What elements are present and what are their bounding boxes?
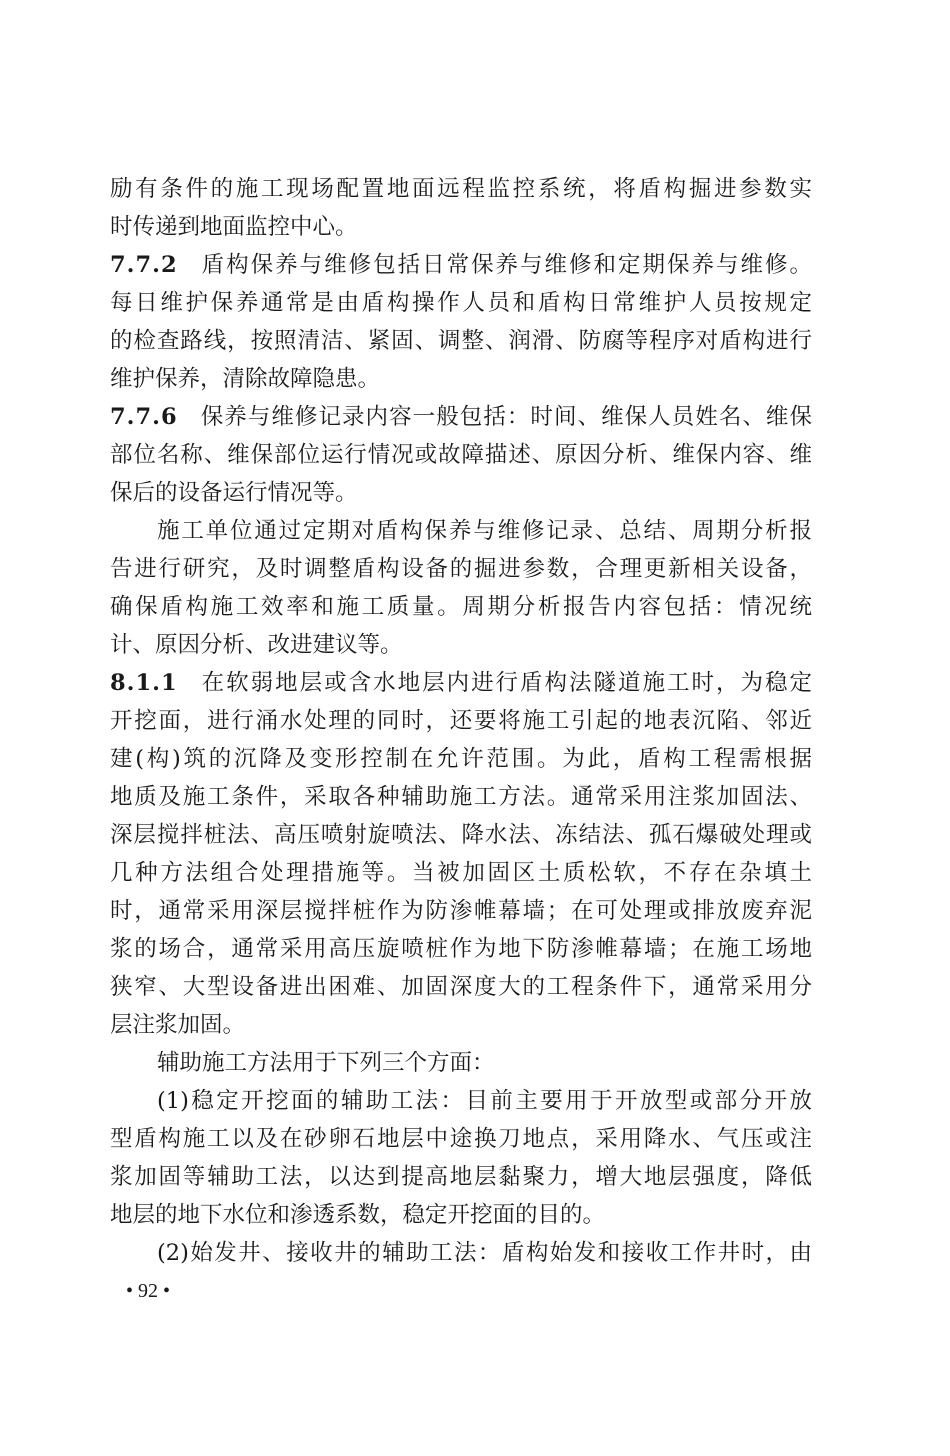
text-line: 确保盾构施工效率和施工质量。周期分析报告内容包括：情况统 (110, 594, 812, 620)
text-line: 型盾构施工以及在砂卵石地层中途换刀地点，采用降水、气压或注 (110, 1126, 812, 1152)
text-line: 的检查路线，按照清洁、紧固、调整、润滑、防腐等程序对盾构进行 (110, 328, 812, 354)
section-7-7-2-line (110, 246, 812, 284)
section-number: 7.7.6 (110, 404, 178, 430)
text-line: 地质及施工条件，采取各种辅助施工方法。通常采用注浆加固法、 (110, 784, 812, 810)
section-number: 7.7.2 (110, 252, 178, 278)
section-number: 8.1.1 (110, 670, 178, 696)
text-line: 在软弱地层或含水地层内进行盾构法隧道施工时，为稳定 (199, 670, 812, 696)
text-line: 几种方法组合处理措施等。当被加固区土质松软，不存在杂填土 (110, 860, 812, 886)
text-line: 励有条件的施工现场配置地面远程监控系统，将盾构掘进参数实 (110, 176, 812, 202)
text-line: 建(构)筑的沉降及变形控制在允许范围。为此，盾构工程需根据 (110, 746, 812, 772)
text-line: 施工单位通过定期对盾构保养与维修记录、总结、周期分析报 (157, 518, 812, 544)
text-line: 层注浆加固。 (110, 1012, 246, 1038)
text-line: 开挖面，进行涌水处理的同时，还要将施工引起的地表沉陷、邻近 (110, 708, 812, 734)
text-line: 保养与维修记录内容一般包括：时间、维保人员姓名、维保 (199, 404, 812, 430)
text-line: 盾构保养与维修包括日常保养与维修和定期保养与维修。 (199, 252, 812, 278)
section-7-7-6-line (110, 398, 812, 436)
section-8-1-1-line (110, 664, 812, 702)
text-line: (2)始发井、接收井的辅助工法：盾构始发和接收工作井时，由 (157, 1240, 812, 1266)
text-line: 部位名称、维保部位运行情况或故障描述、原因分析、维保内容、维 (110, 442, 812, 468)
text-line: 保后的设备运行情况等。 (110, 480, 358, 506)
text-line: 地层的地下水位和渗透系数，稳定开挖面的目的。 (110, 1202, 606, 1228)
text-line: 每日维护保养通常是由盾构操作人员和盾构日常维护人员按规定 (110, 290, 812, 316)
text-line: 深层搅拌桩法、高压喷射旋喷法、降水法、冻结法、孤石爆破处理或 (110, 822, 812, 848)
text-line: 时传递到地面监控中心。 (110, 214, 358, 240)
text-line: (1)稳定开挖面的辅助工法：目前主要用于开放型或部分开放 (157, 1088, 812, 1114)
text-line: 浆的场合，通常采用高压旋喷桩作为地下防渗帷幕墙；在施工场地 (110, 936, 812, 962)
text-line: 浆加固等辅助工法，以达到提高地层黏聚力，增大地层强度，降低 (110, 1164, 812, 1190)
text-line: 狭窄、大型设备进出困难、加固深度大的工程条件下，通常采用分 (110, 974, 812, 1000)
text-line: 维护保养，清除故障隐患。 (110, 366, 381, 392)
page-number: • 92 • (126, 1280, 171, 1302)
text-line: 时，通常采用深层搅拌桩作为防渗帷幕墙；在可处理或排放废弃泥 (110, 898, 812, 924)
text-line: 计、原因分析、改进建议等。 (110, 632, 403, 658)
text-line: 告进行研究，及时调整盾构设备的掘进参数，合理更新相关设备， (110, 556, 812, 582)
text-line: 辅助施工方法用于下列三个方面： (157, 1050, 495, 1076)
